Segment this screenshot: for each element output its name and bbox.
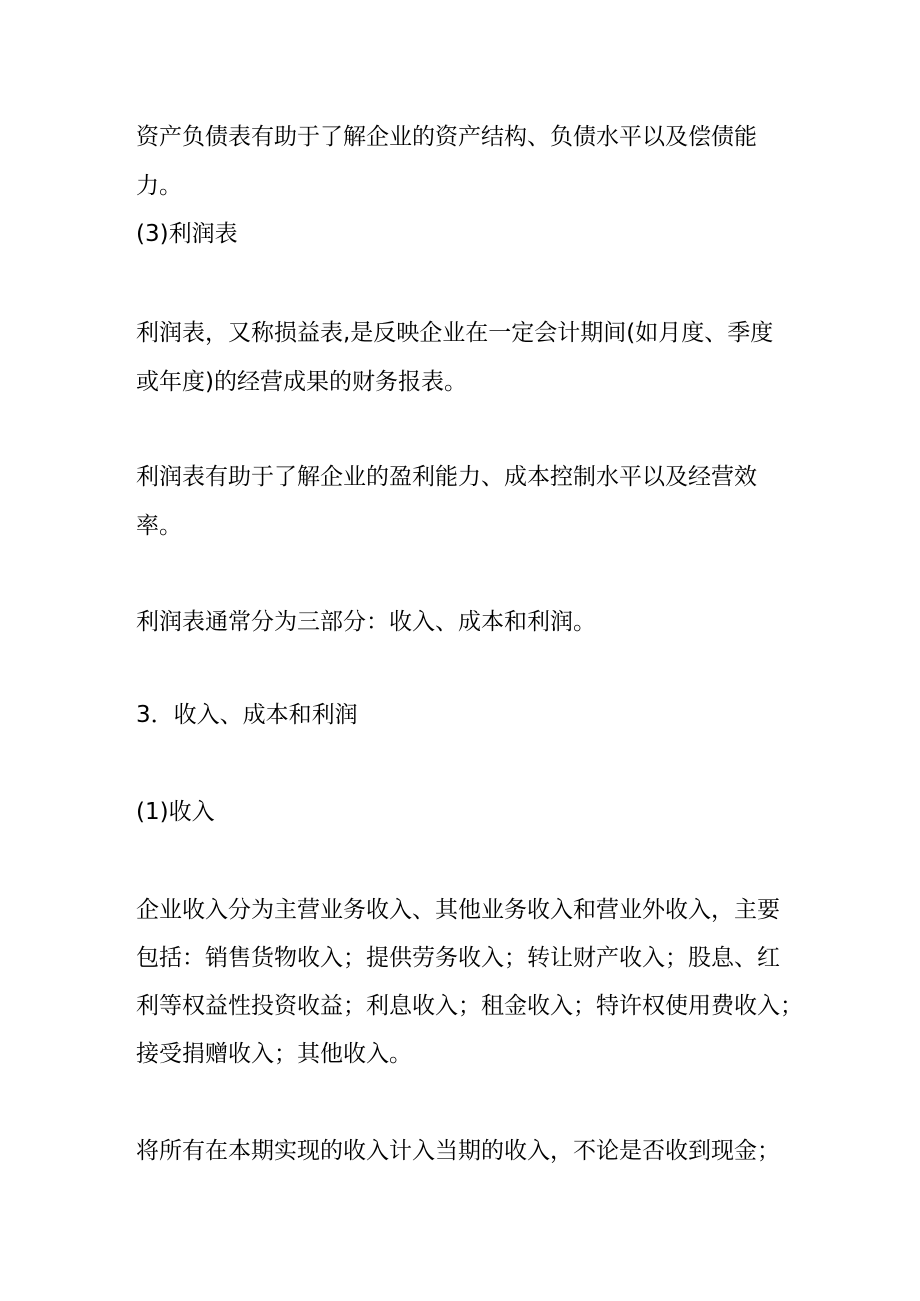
heading-income-statement: (3)利润表 (136, 221, 238, 247)
paragraph-income-purpose-line-2: 率。 (136, 513, 182, 539)
paragraph-income-purpose-line-1: 利润表有助于了解企业的盈利能力、成本控制水平以及经营效 (136, 464, 757, 490)
paragraph-revenue-types-line-2: 包括：销售货物收入；提供劳务收入；转让财产收入；股息、红 (136, 945, 780, 971)
paragraph-income-definition-line-1: 利润表，又称损益表,是反映企业在一定会计期间(如月度、季度 (136, 320, 774, 346)
heading-revenue: (1)收入 (136, 799, 215, 825)
heading-section-3: 3．收入、成本和利润 (136, 702, 358, 728)
paragraph-balance-sheet-line-2: 力。 (136, 173, 182, 199)
paragraph-revenue-types-line-3: 利等权益性投资收益；利息收入；租金收入；特许权使用费收入； (136, 993, 803, 1019)
paragraph-income-parts: 利润表通常分为三部分：收入、成本和利润。 (136, 609, 596, 635)
paragraph-recognition: 将所有在本期实现的收入计入当期的收入，不论是否收到现金； (136, 1138, 780, 1164)
paragraph-revenue-types-line-1: 企业收入分为主营业务收入、其他业务收入和营业外收入，主要 (136, 897, 780, 923)
paragraph-revenue-types-line-4: 接受捐赠收入；其他收入。 (136, 1041, 412, 1067)
paragraph-income-definition-line-2: 或年度)的经营成果的财务报表。 (136, 369, 467, 395)
paragraph-balance-sheet-line-1: 资产负债表有助于了解企业的资产结构、负债水平以及偿债能 (136, 124, 757, 150)
